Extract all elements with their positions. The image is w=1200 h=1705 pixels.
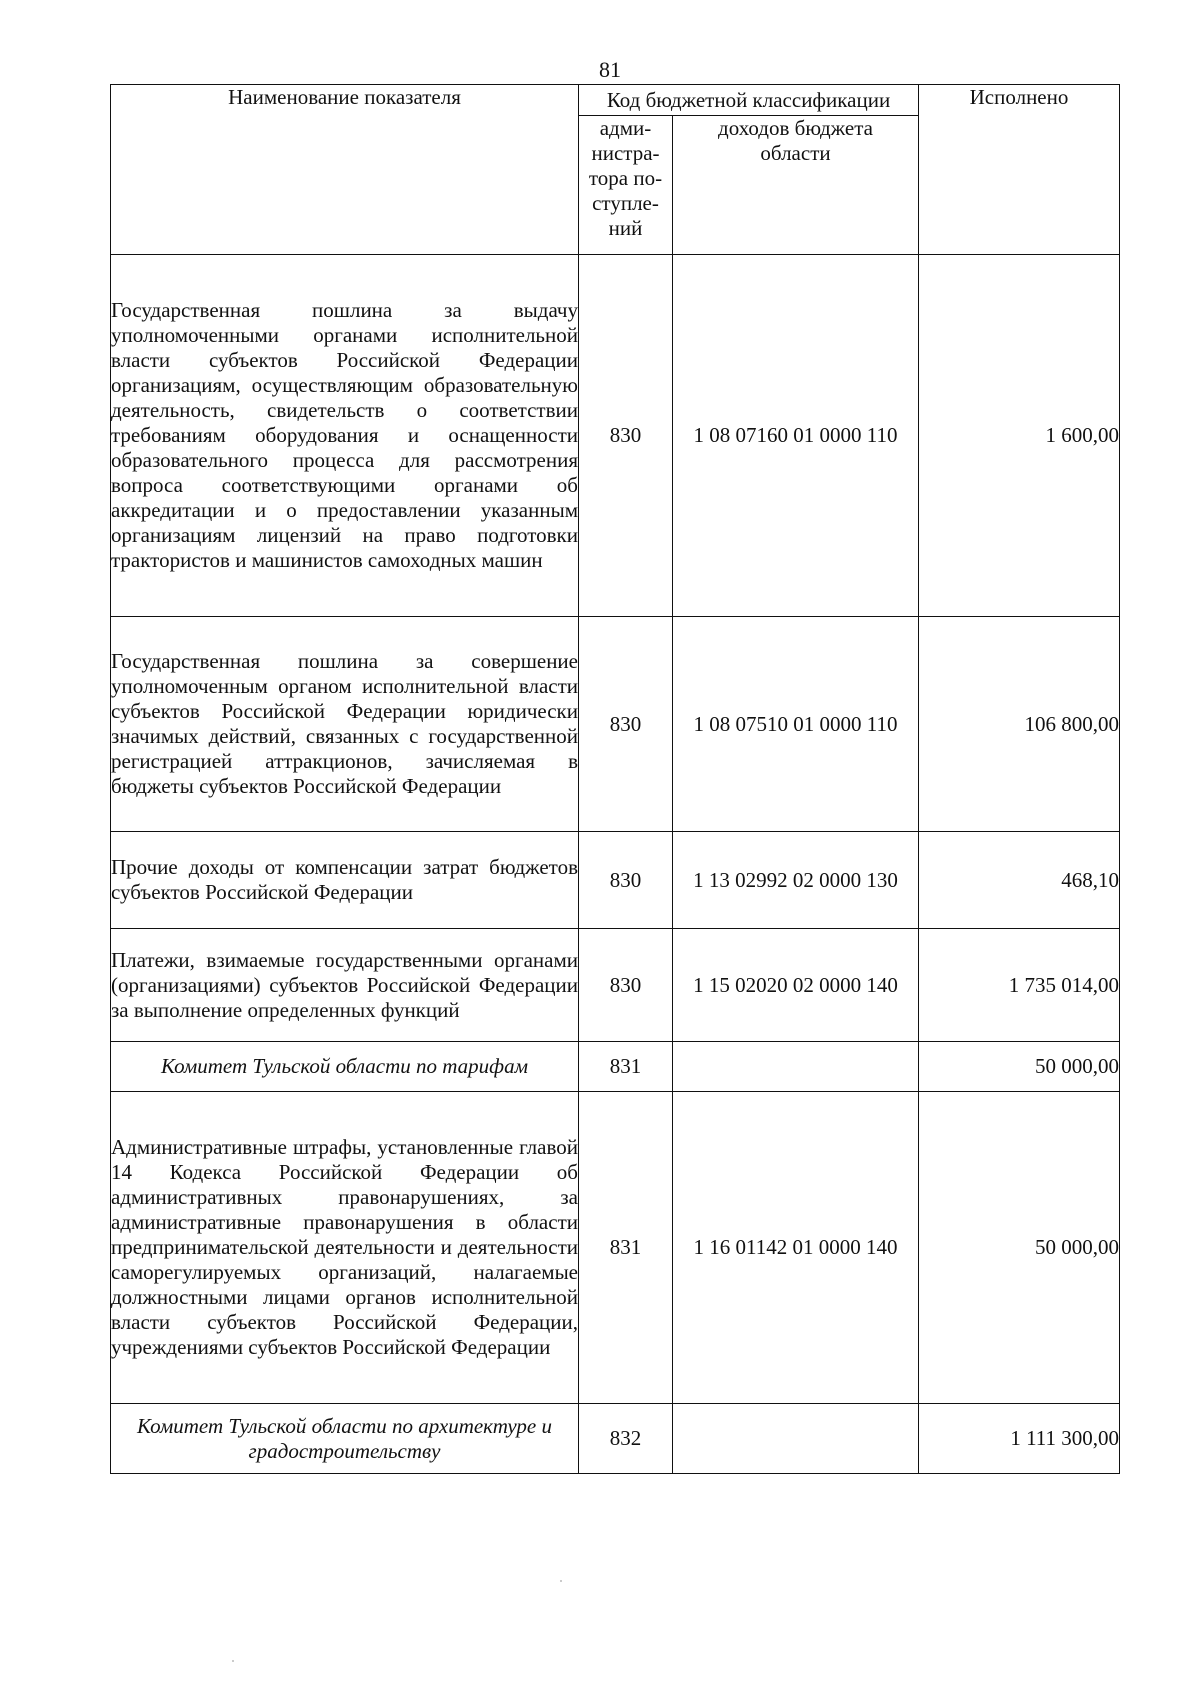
header-budget-classification-code: Код бюджетной классификации bbox=[579, 85, 919, 116]
row-admin-code: 832 bbox=[579, 1404, 673, 1474]
header-admin-code: адми- нистра- тора по- ступле- ний bbox=[579, 116, 673, 255]
header-indicator-name: Наименование показателя bbox=[111, 85, 579, 255]
row-executed-amount: 1 735 014,00 bbox=[919, 929, 1120, 1042]
row-executed-amount: 50 000,00 bbox=[919, 1092, 1120, 1404]
row-admin-code: 830 bbox=[579, 255, 673, 617]
header-income-code: доходов бюджета области bbox=[673, 116, 919, 255]
row-admin-code: 830 bbox=[579, 929, 673, 1042]
table-row bbox=[111, 1092, 1120, 1404]
scan-speck bbox=[560, 1580, 562, 1582]
table-row bbox=[111, 255, 1120, 617]
row-admin-code: 830 bbox=[579, 832, 673, 929]
page-number: 81 bbox=[599, 57, 621, 82]
row-income-code: 1 08 07160 01 0000 110 bbox=[673, 255, 919, 617]
row-executed-amount: 106 800,00 bbox=[919, 617, 1120, 832]
row-income-code: 1 08 07510 01 0000 110 bbox=[673, 617, 919, 832]
row-indicator-name: Государственная пошлина за совершение уполномоченным органом исполнительной власти субъектов Российской Федерации юридически значимых действий, связанных с государственной регистрацией аттракционов, зачисляемая в бюджеты субъектов Российской Федерации bbox=[111, 617, 579, 832]
table-row bbox=[111, 929, 1120, 1042]
row-executed-amount: 1 111 300,00 bbox=[919, 1404, 1120, 1474]
row-income-code: 1 16 01142 01 0000 140 bbox=[673, 1092, 919, 1404]
row-income-code bbox=[673, 1404, 919, 1474]
row-admin-code: 830 bbox=[579, 617, 673, 832]
row-indicator-name: Административные штрафы, установленные главой 14 Кодекса Российской Федерации об административных правонарушениях, за административные правонарушения в области предпринимательской деятельности и деятельности саморегулируемых организаций, налагаемые должностными лицами органов исполнительной власти субъектов Российской Федерации, учреждениями субъектов Российской Федерации bbox=[111, 1092, 579, 1404]
table-row bbox=[111, 1404, 1120, 1474]
header-row bbox=[111, 85, 1120, 116]
row-income-code bbox=[673, 1042, 919, 1092]
row-admin-code: 831 bbox=[579, 1092, 673, 1404]
row-indicator-name: Прочие доходы от компенсации затрат бюджетов субъектов Российской Федерации bbox=[111, 832, 579, 929]
table-row bbox=[111, 1042, 1120, 1092]
row-admin-code: 831 bbox=[579, 1042, 673, 1092]
table-row bbox=[111, 832, 1120, 929]
row-committee-name: Комитет Тульской области по архитектуре и градостроительству bbox=[111, 1404, 579, 1474]
row-income-code: 1 13 02992 02 0000 130 bbox=[673, 832, 919, 929]
table-row bbox=[111, 617, 1120, 832]
row-executed-amount: 1 600,00 bbox=[919, 255, 1120, 617]
row-income-code: 1 15 02020 02 0000 140 bbox=[673, 929, 919, 1042]
scan-speck bbox=[232, 1660, 234, 1662]
row-executed-amount: 50 000,00 bbox=[919, 1042, 1120, 1092]
header-executed: Исполнено bbox=[919, 85, 1120, 255]
row-committee-name: Комитет Тульской области по тарифам bbox=[111, 1042, 579, 1092]
row-indicator-name: Платежи, взимаемые государственными органами (организациями) субъектов Российской Федерации за выполнение определенных функций bbox=[111, 929, 579, 1042]
row-executed-amount: 468,10 bbox=[919, 832, 1120, 929]
budget-revenue-table bbox=[110, 84, 1120, 1474]
row-indicator-name: Государственная пошлина за выдачу уполномоченными органами исполнительной власти субъектов Российской Федерации организациям, осуществляющим образовательную деятельность, свидетельств о соответствии требованиям оборудования и оснащенности образовательного процесса для рассмотрения вопроса соответствующими органами об аккредитации и о предоставлении указанным организациям лицензий на право подготовки трактористов и машинистов самоходных машин bbox=[111, 255, 579, 617]
